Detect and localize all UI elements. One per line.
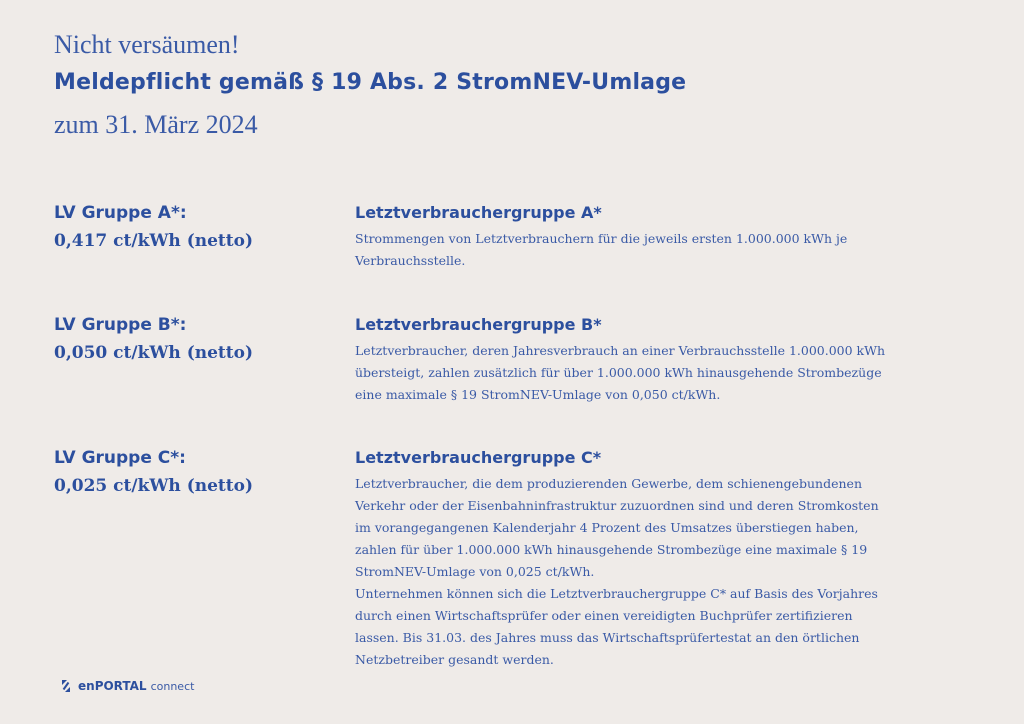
group-b-summary <box>54 314 334 364</box>
group-a-paragraph: Strommengen von Letztverbrauchern für die jeweils ersten 1.000.000 kWh je Verbrauchsstelle. <box>355 231 848 268</box>
logo-suffix: connect <box>150 680 195 693</box>
group-c-details <box>355 447 895 671</box>
group-b-rate: 0,050 ct/kWh (netto) <box>54 343 254 363</box>
group-a-title: Letztverbrauchergruppe A* <box>355 203 602 222</box>
header-deadline: zum 31. März 2024 <box>54 110 258 139</box>
header-intro: Nicht versäumen! <box>54 30 240 59</box>
group-a-label: LV Gruppe A*: <box>54 203 187 223</box>
group-a-description <box>355 228 895 272</box>
group-b-label: LV Gruppe B*: <box>54 315 187 335</box>
group-b-details <box>355 314 895 406</box>
group-c-paragraph-1: Letztverbraucher, die dem produzierenden Gewerbe, dem schienengebundenen Verkehr oder der Eisenbahninfrastruktur zuzuordnen sind und deren Stromkosten im vorangegangenen Kalenderjahr 4 Prozent des Umsatzes überstiegen haben, zahlen für über 1.000.000 kWh hinausgehende Strombezüge eine maximale § 19 StromNEV-Umlage von 0,025 ct/kWh. <box>355 476 879 579</box>
logo-wordmark <box>78 677 194 695</box>
group-a-rate: 0,417 ct/kWh (netto) <box>54 231 254 251</box>
group-c-summary <box>54 447 334 497</box>
logo-brand: PORTAL <box>94 679 147 693</box>
group-b-title: Letztverbrauchergruppe B* <box>355 315 602 334</box>
group-c-title: Letztverbrauchergruppe C* <box>355 448 602 467</box>
group-b-description <box>355 340 895 406</box>
group-c-paragraph-2: Unternehmen können sich die Letztverbrauchergruppe C* auf Basis des Vorjahres durch einen Wirtschaftsprüfer oder einen vereidigten Buchprüfer zertifizieren lassen. Bis 31.03. des Jahres muss das Wirtschaftsprüfertestat an den örtlichen Netzbetreiber gesandt werden. <box>355 586 878 667</box>
group-a-details <box>355 202 895 272</box>
group-c-description <box>355 473 895 671</box>
group-a-summary <box>54 202 334 252</box>
group-c-rate: 0,025 ct/kWh (netto) <box>54 476 254 496</box>
enportal-arrows-icon <box>60 679 72 693</box>
logo-prefix: en <box>78 679 95 693</box>
enportal-logo <box>60 677 194 695</box>
group-b-paragraph: Letztverbraucher, deren Jahresverbrauch an einer Verbrauchsstelle 1.000.000 kWh übersteigt, zahlen zusätzlich für über 1.000.000 kWh hinausgehende Strombezüge eine maximale § 19 StromNEV-Umlage von 0,050 ct/kWh. <box>355 343 886 402</box>
group-c-label: LV Gruppe C*: <box>54 448 186 468</box>
page-title: Meldepflicht gemäß § 19 Abs. 2 StromNEV-Umlage <box>54 70 687 95</box>
